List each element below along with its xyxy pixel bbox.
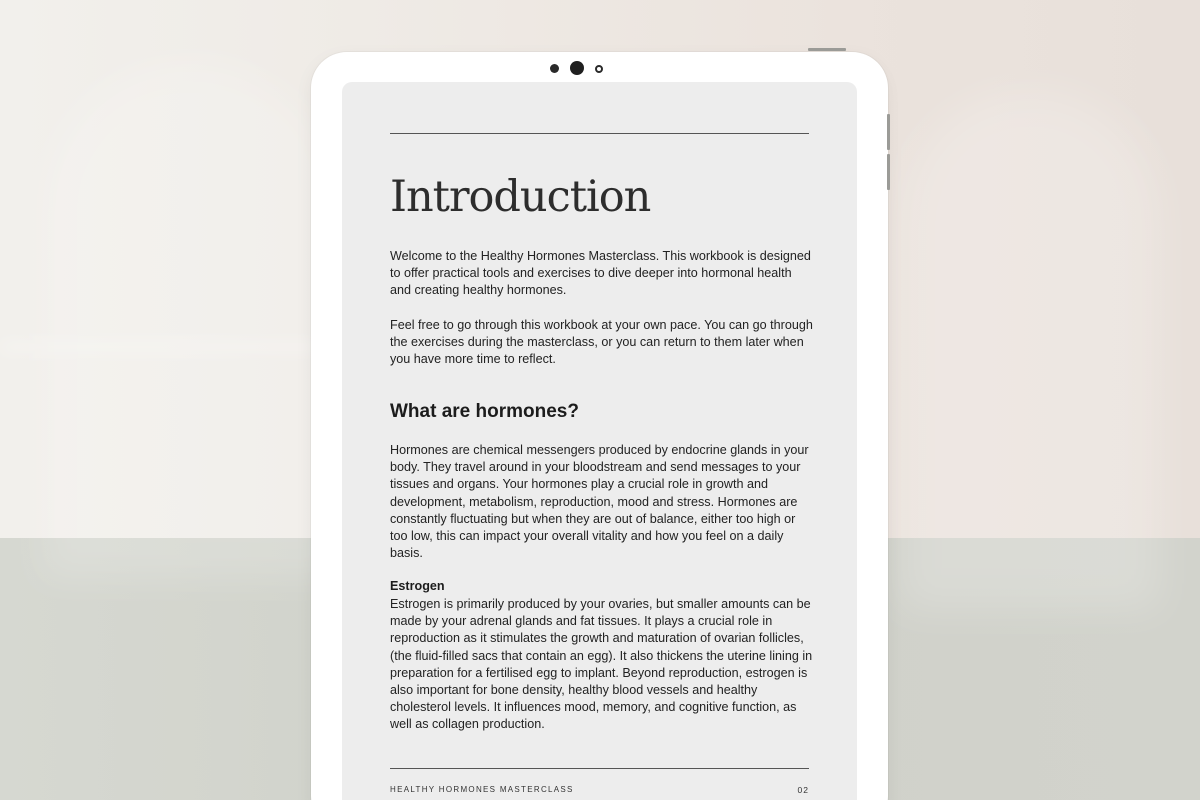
window-shadow-right <box>900 90 1160 610</box>
window-shadow-left <box>40 60 340 580</box>
intro-paragraph-2: Feel free to go through this workbook at your own pace. You can go through the exercises during the masterclass, or you can return to them later when you have more time to reflect. <box>390 318 813 367</box>
light-sensor-icon <box>595 65 603 73</box>
bottom-divider <box>390 768 809 769</box>
tablet-screen <box>342 82 857 800</box>
sensor-icon <box>550 64 559 73</box>
volume-down-button <box>887 154 890 190</box>
volume-up-button <box>887 114 890 150</box>
intro-paragraph-1: Welcome to the Healthy Hormones Masterclass. This workbook is designed to offer practical tools and exercises to dive deeper into hormonal health and creating healthy hormones. <box>390 249 811 298</box>
subsection-heading: Estrogen <box>390 579 445 593</box>
section-paragraph: Hormones are chemical messengers produced by endocrine glands in your body. They travel around in your bloodstream and send messages to your tissues and organs. Your hormones play a crucial role in growth and development, metabolism, reproduction, mood and stress. Hormones are constantly fluctuating but when they are out of balance, either too high or too low, this can impact your overall vitality and how you feel on a daily basis. <box>390 443 809 561</box>
power-button <box>808 48 846 51</box>
top-divider <box>390 133 809 134</box>
section-heading: What are hormones? <box>390 401 579 422</box>
camera-lens-icon <box>570 61 584 75</box>
page-number: 02 <box>797 785 809 795</box>
shadow-stripe <box>0 340 320 354</box>
page-title: Introduction <box>390 172 651 222</box>
footer-running-title: HEALTHY HORMONES MASTERCLASS <box>390 785 574 794</box>
subsection-paragraph: Estrogen is primarily produced by your ovaries, but smaller amounts can be made by your adrenal glands and fat tissues. It plays a crucial role in reproduction as it stimulates the growth and maturation of ovarian follicles, (the fluid-filled sacs that contain an egg). It also thickens the uterine lining in preparation for a fertilised egg to implant. Beyond reproduction, estrogen is also important for bone density, healthy blood vessels and healthy cholesterol levels. It influences mood, memory, and cognitive function, as well as collagen production. <box>390 597 813 732</box>
